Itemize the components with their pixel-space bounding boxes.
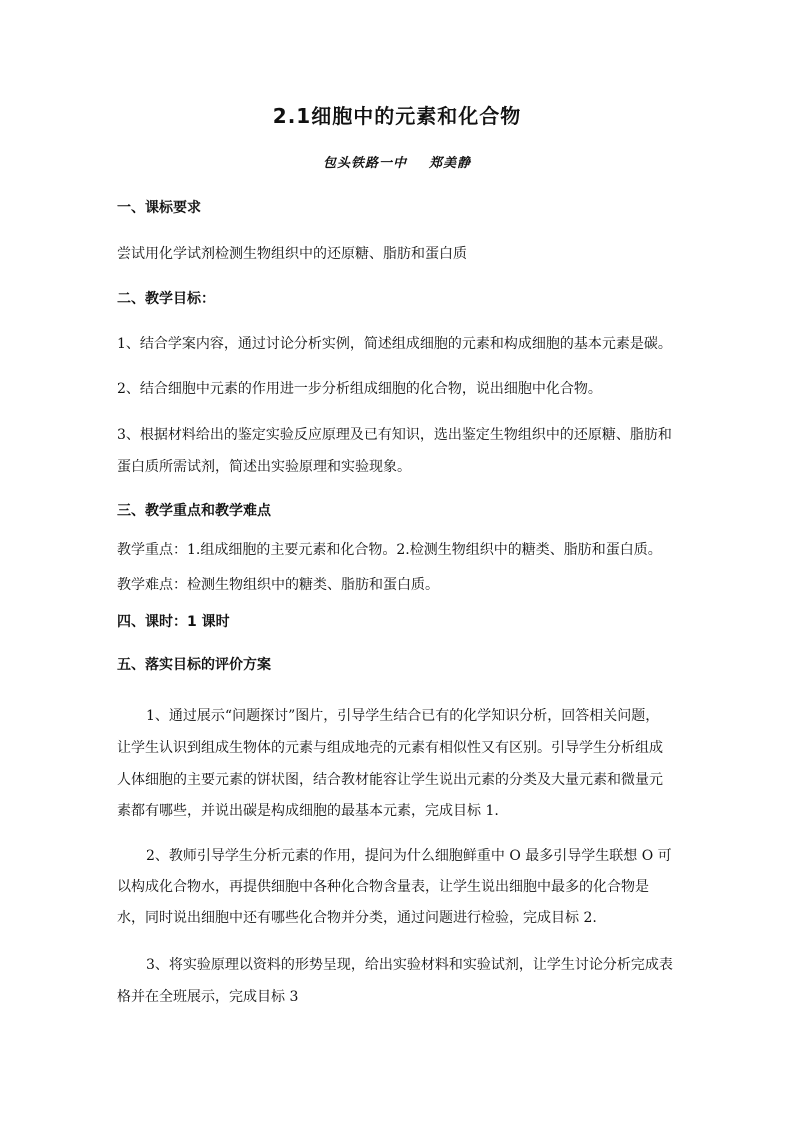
plan-2-line-2: 以构成化合物水，再提供细胞中各种化合物含量表，让学生说出细胞中最多的化合物是 xyxy=(117,879,649,895)
goal-3-line-2: 蛋白质所需试剂，简述出实验原理和实验现象。 xyxy=(117,459,411,475)
goal-3-line-1: 3、根据材料给出的鉴定实验反应原理及已有知识，选出鉴定生物组织中的还原糖、脂肪和 xyxy=(117,427,672,443)
author-school: 包头铁路一中 xyxy=(322,156,407,171)
plan-1-line-1: 1、通过展示“问题探讨”图片，引导学生结合已有的化学知识分析，回答相关问题， xyxy=(146,708,660,724)
section-1-heading: 一、课标要求 xyxy=(117,200,201,216)
plan-2-line-3: 水，同时说出细胞中还有哪些化合物并分类，通过问题进行检验，完成目标 2. xyxy=(117,910,597,926)
author-line xyxy=(0,152,794,171)
author-name: 郑美静 xyxy=(429,156,472,171)
plan-3-line-2: 格并在全班展示，完成目标 3 xyxy=(117,989,299,1005)
key-points: 教学重点：1.组成细胞的主要元素和化合物。2.检测生物组织中的糖类、脂肪和蛋白质。 xyxy=(117,542,662,558)
section-4-heading: 四、课时：1 课时 xyxy=(117,614,230,630)
plan-2-line-1: 2、教师引导学生分析元素的作用，提问为什么细胞鲜重中 O 最多引导学生联想 O 可 xyxy=(146,848,672,864)
section-3-heading: 三、教学重点和教学难点 xyxy=(117,503,271,519)
plan-1-line-2: 让学生认识到组成生物体的元素与组成地壳的元素有相似性又有区别。引导学生分析组成 xyxy=(117,740,663,756)
plan-1-line-3: 人体细胞的主要元素的饼状图，结合教材能容让学生说出元素的分类及大量元素和微量元 xyxy=(117,772,663,788)
plan-3-line-1: 3、将实验原理以资料的形势呈现，给出实验材料和实验试剂，让学生讨论分析完成表 xyxy=(146,957,673,973)
document-title: 2.1细胞中的元素和化合物 xyxy=(272,104,522,128)
plan-1-line-4: 素都有哪些，并说出碳是构成细胞的最基本元素，完成目标 1. xyxy=(117,803,499,819)
goal-2: 2、结合细胞中元素的作用进一步分析组成细胞的化合物，说出细胞中化合物。 xyxy=(117,381,602,397)
section-1-text: 尝试用化学试剂检测生物组织中的还原糖、脂肪和蛋白质 xyxy=(117,246,467,262)
section-5-heading: 五、落实目标的评价方案 xyxy=(117,657,271,673)
difficult-points: 教学难点：检测生物组织中的糖类、脂肪和蛋白质。 xyxy=(117,577,439,593)
goal-1: 1、结合学案内容，通过讨论分析实例，简述组成细胞的元素和构成细胞的基本元素是碳。 xyxy=(117,336,672,352)
section-2-heading: 二、教学目标： xyxy=(117,291,215,307)
